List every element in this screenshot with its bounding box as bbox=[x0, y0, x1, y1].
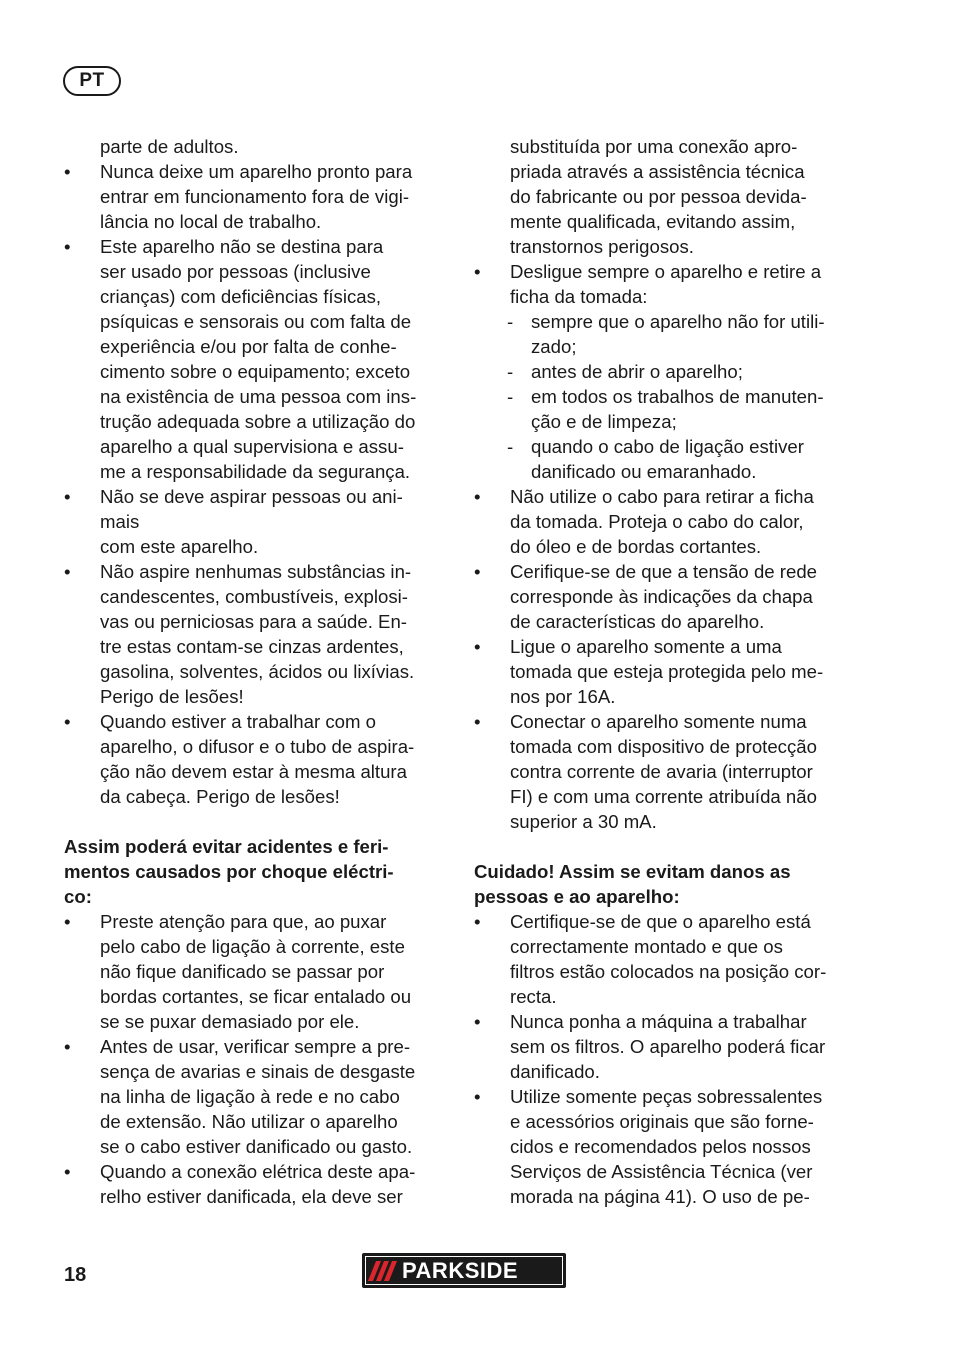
section-heading-line bbox=[64, 834, 454, 859]
text-line bbox=[474, 1034, 866, 1059]
line-text: transtornos perigosos. bbox=[510, 236, 694, 257]
dash-marker: - bbox=[507, 386, 514, 407]
bullet-item bbox=[64, 1159, 454, 1184]
bullet-item bbox=[474, 259, 866, 284]
line-text: e acessórios originais que são forne- bbox=[510, 1111, 814, 1132]
text-line bbox=[64, 184, 454, 209]
line-text: superior a 30 mA. bbox=[510, 811, 657, 832]
text-line bbox=[64, 1134, 454, 1159]
text-line bbox=[474, 984, 866, 1009]
text-line bbox=[474, 1184, 866, 1209]
text-line bbox=[474, 609, 866, 634]
line-text: Utilize somente peças sobressalentes bbox=[510, 1086, 823, 1107]
line-text: danificado. bbox=[510, 1061, 600, 1082]
bullet-item bbox=[64, 559, 454, 584]
text-line bbox=[64, 984, 454, 1009]
line-text: lância no local de trabalho. bbox=[100, 211, 322, 232]
brand-name: PARKSIDE bbox=[402, 1257, 519, 1283]
text-line bbox=[474, 959, 866, 984]
line-text: FI) e com uma corrente atribuída não bbox=[510, 786, 817, 807]
text-line bbox=[474, 159, 866, 184]
text-line bbox=[64, 509, 454, 534]
line-text: trução adequada sobre a utilização do bbox=[100, 411, 416, 432]
line-text: Cerifique-se de que a tensão de rede bbox=[510, 561, 818, 582]
bullet-marker: • bbox=[64, 711, 71, 732]
line-text: cidos e recomendados pelos nossos bbox=[510, 1136, 811, 1157]
sub-item-line bbox=[474, 409, 866, 434]
bullet-item bbox=[64, 484, 454, 509]
bullet-marker: • bbox=[474, 711, 481, 732]
bullet-item bbox=[474, 1084, 866, 1109]
text-line bbox=[64, 1109, 454, 1134]
line-text: crianças) com deficiências físicas, bbox=[100, 286, 382, 307]
page-number: 18 bbox=[64, 1264, 87, 1286]
line-text: experiência e/ou por falta de conhe- bbox=[100, 336, 397, 357]
text-line bbox=[474, 284, 866, 309]
text-line bbox=[64, 1009, 454, 1034]
bullet-marker: • bbox=[474, 1011, 481, 1032]
logo-frame bbox=[365, 1256, 563, 1285]
line-text: tomada com dispositivo de protecção bbox=[510, 736, 817, 757]
text-line bbox=[64, 959, 454, 984]
line-text: corresponde às indicações da chapa bbox=[510, 586, 813, 607]
line-text: do fabricante ou por pessoa devida- bbox=[510, 186, 807, 207]
line-text: Ligue o aparelho somente a uma bbox=[510, 636, 782, 657]
line-text: mais bbox=[100, 511, 140, 532]
line-text: se o cabo estiver danificado ou gasto. bbox=[100, 1136, 413, 1157]
line-text: antes de abrir o aparelho; bbox=[531, 361, 743, 382]
bullet-marker: • bbox=[474, 911, 481, 932]
text-line bbox=[474, 234, 866, 259]
line-text: gasolina, solventes, ácidos ou lixívias. bbox=[100, 661, 415, 682]
sub-item-line bbox=[474, 334, 866, 359]
text-line bbox=[474, 534, 866, 559]
language-badge bbox=[63, 66, 121, 96]
line-text: aparelho, o difusor e o tubo de aspira- bbox=[100, 736, 415, 757]
line-text: zado; bbox=[531, 336, 577, 357]
text-line bbox=[64, 634, 454, 659]
line-text: na linha de ligação à rede e no cabo bbox=[100, 1086, 400, 1107]
bullet-item bbox=[474, 709, 866, 734]
sub-item bbox=[474, 309, 866, 334]
bullet-item bbox=[64, 1034, 454, 1059]
text-line bbox=[474, 584, 866, 609]
line-text: nos por 16A. bbox=[510, 686, 616, 707]
line-text: da tomada. Proteja o cabo do calor, bbox=[510, 511, 804, 532]
text-line bbox=[64, 409, 454, 434]
line-text: Perigo de lesões! bbox=[100, 686, 244, 707]
bullet-item bbox=[474, 484, 866, 509]
text-line bbox=[474, 659, 866, 684]
paragraph-gap bbox=[64, 809, 454, 834]
bullet-marker: • bbox=[64, 486, 71, 507]
bullet-marker: • bbox=[64, 561, 71, 582]
text-line bbox=[474, 784, 866, 809]
line-text: co: bbox=[64, 886, 92, 907]
line-text: Quando a conexão elétrica deste apa- bbox=[100, 1161, 416, 1182]
line-text: substituída por uma conexão apro- bbox=[510, 136, 798, 157]
line-text: pelo cabo de ligação à corrente, este bbox=[100, 936, 405, 957]
line-text: mente qualificada, evitando assim, bbox=[510, 211, 796, 232]
line-text: bordas cortantes, se ficar entalado ou bbox=[100, 986, 412, 1007]
line-text: quando o cabo de ligação estiver bbox=[531, 436, 804, 457]
text-line bbox=[64, 434, 454, 459]
line-text: em todos os trabalhos de manuten- bbox=[531, 386, 824, 407]
line-text: filtros estão colocados na posição cor- bbox=[510, 961, 827, 982]
line-text: pessoas e ao aparelho: bbox=[474, 886, 680, 907]
bullet-item bbox=[64, 159, 454, 184]
line-text: Não utilize o cabo para retirar a ficha bbox=[510, 486, 814, 507]
text-line bbox=[64, 1059, 454, 1084]
bullet-marker: • bbox=[474, 1086, 481, 1107]
line-text: da cabeça. Perigo de lesões! bbox=[100, 786, 340, 807]
line-text: Quando estiver a trabalhar com o bbox=[100, 711, 376, 732]
line-text: Nunca ponha a máquina a trabalhar bbox=[510, 1011, 807, 1032]
text-line bbox=[474, 1059, 866, 1084]
text-line bbox=[64, 609, 454, 634]
line-text: priada através a assistência técnica bbox=[510, 161, 805, 182]
text-line bbox=[64, 359, 454, 384]
text-line bbox=[64, 384, 454, 409]
paragraph-gap bbox=[474, 834, 866, 859]
line-text: Antes de usar, verificar sempre a pre- bbox=[100, 1036, 411, 1057]
line-text: morada na página 41). O uso de pe- bbox=[510, 1186, 810, 1207]
text-line bbox=[64, 459, 454, 484]
line-text: recta. bbox=[510, 986, 557, 1007]
line-text: ção não devem estar à mesma altura bbox=[100, 761, 407, 782]
line-text: de características do aparelho. bbox=[510, 611, 765, 632]
bullet-item bbox=[474, 1009, 866, 1034]
bullet-marker: • bbox=[474, 636, 481, 657]
line-text: Não aspire nenhumas substâncias in- bbox=[100, 561, 412, 582]
line-text: parte de adultos. bbox=[100, 136, 239, 157]
line-text: se se puxar demasiado por ele. bbox=[100, 1011, 360, 1032]
language-code: PT bbox=[79, 70, 105, 91]
line-text: candescentes, combustíveis, explosi- bbox=[100, 586, 408, 607]
bullet-item bbox=[64, 234, 454, 259]
line-text: Desligue sempre o aparelho e retire a bbox=[510, 261, 822, 282]
section-heading-line bbox=[64, 884, 454, 909]
bullet-marker: • bbox=[64, 161, 71, 182]
text-line bbox=[64, 784, 454, 809]
text-line bbox=[64, 584, 454, 609]
left-column bbox=[64, 134, 454, 1209]
text-line bbox=[64, 259, 454, 284]
text-line bbox=[64, 734, 454, 759]
sub-item bbox=[474, 384, 866, 409]
text-line bbox=[474, 684, 866, 709]
sub-item-line bbox=[474, 459, 866, 484]
text-line bbox=[474, 759, 866, 784]
bullet-item bbox=[64, 709, 454, 734]
dash-marker: - bbox=[507, 311, 514, 332]
line-text: relho estiver danificada, ela deve ser bbox=[100, 1186, 403, 1207]
text-line bbox=[474, 134, 866, 159]
line-text: entrar em funcionamento fora de vigi- bbox=[100, 186, 410, 207]
line-text: Serviços de Assistência Técnica (ver bbox=[510, 1161, 813, 1182]
text-line bbox=[474, 734, 866, 759]
bullet-marker: • bbox=[64, 1161, 71, 1182]
line-text: sempre que o aparelho não for utili- bbox=[531, 311, 825, 332]
text-line bbox=[474, 1109, 866, 1134]
text-line bbox=[474, 934, 866, 959]
line-text: mentos causados por choque eléctri- bbox=[64, 861, 394, 882]
line-text: tre estas contam-se cinzas ardentes, bbox=[100, 636, 404, 657]
section-heading-line bbox=[474, 859, 866, 884]
sub-item bbox=[474, 434, 866, 459]
text-line bbox=[64, 684, 454, 709]
section-heading-line bbox=[64, 859, 454, 884]
text-line bbox=[64, 1084, 454, 1109]
sub-item bbox=[474, 359, 866, 384]
line-text: vas ou perniciosas para a saúde. En- bbox=[100, 611, 407, 632]
line-text: Certifique-se de que o aparelho está bbox=[510, 911, 811, 932]
bullet-item bbox=[64, 909, 454, 934]
text-line bbox=[64, 659, 454, 684]
text-line bbox=[474, 209, 866, 234]
line-text: ção e de limpeza; bbox=[531, 411, 677, 432]
text-line bbox=[474, 509, 866, 534]
right-column bbox=[474, 134, 866, 1209]
line-text: me a responsabilidade da segurança. bbox=[100, 461, 411, 482]
line-text: correctamente montado e que os bbox=[510, 936, 783, 957]
bullet-item bbox=[474, 634, 866, 659]
line-text: psíquicas e sensorais ou com falta de bbox=[100, 311, 412, 332]
text-line bbox=[64, 209, 454, 234]
line-text: ficha da tomada: bbox=[510, 286, 648, 307]
text-line bbox=[64, 934, 454, 959]
dash-marker: - bbox=[507, 361, 514, 382]
line-text: cimento sobre o equipamento; exceto bbox=[100, 361, 411, 382]
text-line bbox=[64, 134, 454, 159]
line-text: com este aparelho. bbox=[100, 536, 259, 557]
bullet-marker: • bbox=[64, 236, 71, 257]
line-text: Este aparelho não se destina para bbox=[100, 236, 384, 257]
line-text: Preste atenção para que, ao puxar bbox=[100, 911, 387, 932]
line-text: do óleo e de bordas cortantes. bbox=[510, 536, 762, 557]
line-text: de extensão. Não utilizar o aparelho bbox=[100, 1111, 398, 1132]
logo-slashes-icon bbox=[372, 1261, 396, 1281]
line-text: danificado ou emaranhado. bbox=[531, 461, 757, 482]
bullet-item bbox=[474, 909, 866, 934]
line-text: Conectar o aparelho somente numa bbox=[510, 711, 807, 732]
line-text: aparelho a qual supervisiona e assu- bbox=[100, 436, 404, 457]
text-line bbox=[474, 1134, 866, 1159]
text-line bbox=[474, 184, 866, 209]
line-text: Nunca deixe um aparelho pronto para bbox=[100, 161, 413, 182]
line-text: Cuidado! Assim se evitam danos as bbox=[474, 861, 791, 882]
line-text: Assim poderá evitar acidentes e feri- bbox=[64, 836, 389, 857]
line-text: Não se deve aspirar pessoas ou ani- bbox=[100, 486, 403, 507]
bullet-marker: • bbox=[64, 1036, 71, 1057]
dash-marker: - bbox=[507, 436, 514, 457]
text-line bbox=[64, 534, 454, 559]
bullet-marker: • bbox=[474, 561, 481, 582]
text-line bbox=[64, 759, 454, 784]
line-text: contra corrente de avaria (interruptor bbox=[510, 761, 813, 782]
text-line bbox=[64, 1184, 454, 1209]
text-line bbox=[474, 1159, 866, 1184]
bullet-marker: • bbox=[474, 486, 481, 507]
text-line bbox=[64, 284, 454, 309]
line-text: sença de avarias e sinais de desgaste bbox=[100, 1061, 416, 1082]
text-line bbox=[64, 309, 454, 334]
text-line bbox=[474, 809, 866, 834]
line-text: tomada que esteja protegida pelo me- bbox=[510, 661, 824, 682]
text-line bbox=[64, 334, 454, 359]
bullet-marker: • bbox=[64, 911, 71, 932]
line-text: não fique danificado se passar por bbox=[100, 961, 385, 982]
section-heading-line bbox=[474, 884, 866, 909]
line-text: na existência de uma pessoa com ins- bbox=[100, 386, 417, 407]
bullet-item bbox=[474, 559, 866, 584]
parkside-logo bbox=[362, 1253, 566, 1288]
bullet-marker: • bbox=[474, 261, 481, 282]
line-text: sem os filtros. O aparelho poderá ficar bbox=[510, 1036, 826, 1057]
line-text: ser usado por pessoas (inclusive bbox=[100, 261, 371, 282]
